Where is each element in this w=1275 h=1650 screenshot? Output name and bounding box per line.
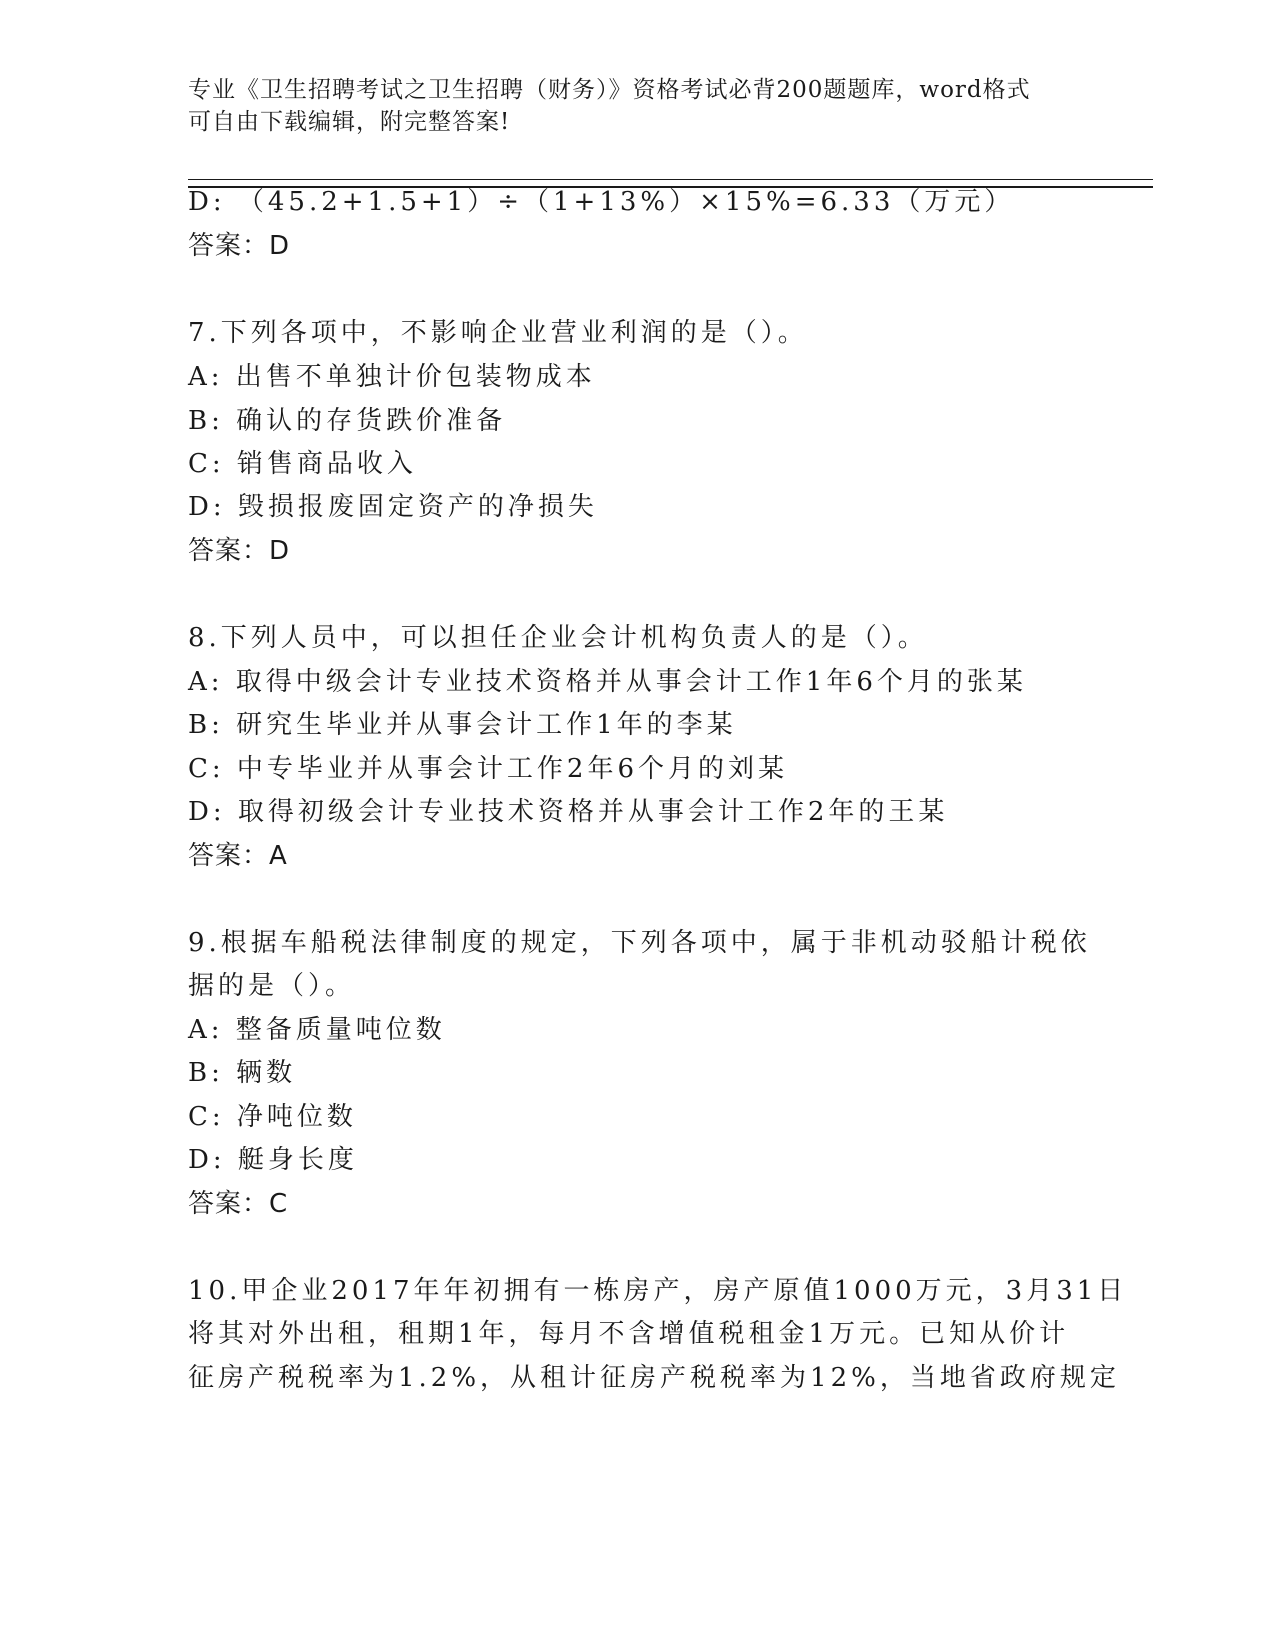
answer: 答案：D <box>188 536 291 566</box>
option-b: B: 研究生毕业并从事会计工作1年的李某 <box>188 710 737 740</box>
option-d: D: 取得初级会计专业技术资格并从事会计工作2年的王某 <box>188 797 949 827</box>
answer: 答案：C <box>188 1189 289 1219</box>
header-title-line-1: 专业《卫生招聘考试之卫生招聘（财务）》资格考试必背200题题库，word格式 <box>188 77 1031 103</box>
option-c: C: 销售商品收入 <box>188 449 417 479</box>
option-b: B: 确认的存货跌价准备 <box>188 406 507 436</box>
answer: 答案：A <box>188 841 288 871</box>
prev-question-answer: 答案：D <box>188 231 291 261</box>
prev-question-option-d: D: （45.2+1.5+1）÷（1+13%）×15%=6.33（万元） <box>188 187 1015 217</box>
option-a: A: 取得中级会计专业技术资格并从事会计工作1年6个月的张某 <box>188 667 1027 697</box>
question-stem-line-2: 将其对外出租，租期1年，每月不含增值税租金1万元。已知从价计 <box>188 1319 1070 1349</box>
option-a: A: 出售不单独计价包装物成本 <box>188 362 596 392</box>
option-b: B: 辆数 <box>188 1058 297 1088</box>
question-stem: 8.下列人员中，可以担任企业会计机构负责人的是（）。 <box>188 623 928 653</box>
question-stem: 7.下列各项中，不影响企业营业利润的是（）。 <box>188 318 808 348</box>
question-stem-line-1: 9.根据车船税法律制度的规定，下列各项中，属于非机动驳船计税依 <box>188 928 1091 958</box>
question-stem-line-2: 据的是（）。 <box>188 971 356 1001</box>
option-c: C: 净吨位数 <box>188 1102 357 1132</box>
question-stem-line-1: 10.甲企业2017年年初拥有一栋房产，房产原值1000万元，3月31日 <box>188 1276 1128 1306</box>
document-header <box>188 74 1088 138</box>
question-stem-line-3: 征房产税税率为1.2%，从租计征房产税税率为12%，当地省政府规定 <box>188 1363 1120 1393</box>
option-c: C: 中专毕业并从事会计工作2年6个月的刘某 <box>188 754 789 784</box>
option-d: D: 毁损报废固定资产的净损失 <box>188 492 598 522</box>
option-a: A: 整备质量吨位数 <box>188 1015 446 1045</box>
header-title-line-2: 可自由下载编辑，附完整答案! <box>188 109 511 135</box>
option-d: D: 艇身长度 <box>188 1145 358 1175</box>
